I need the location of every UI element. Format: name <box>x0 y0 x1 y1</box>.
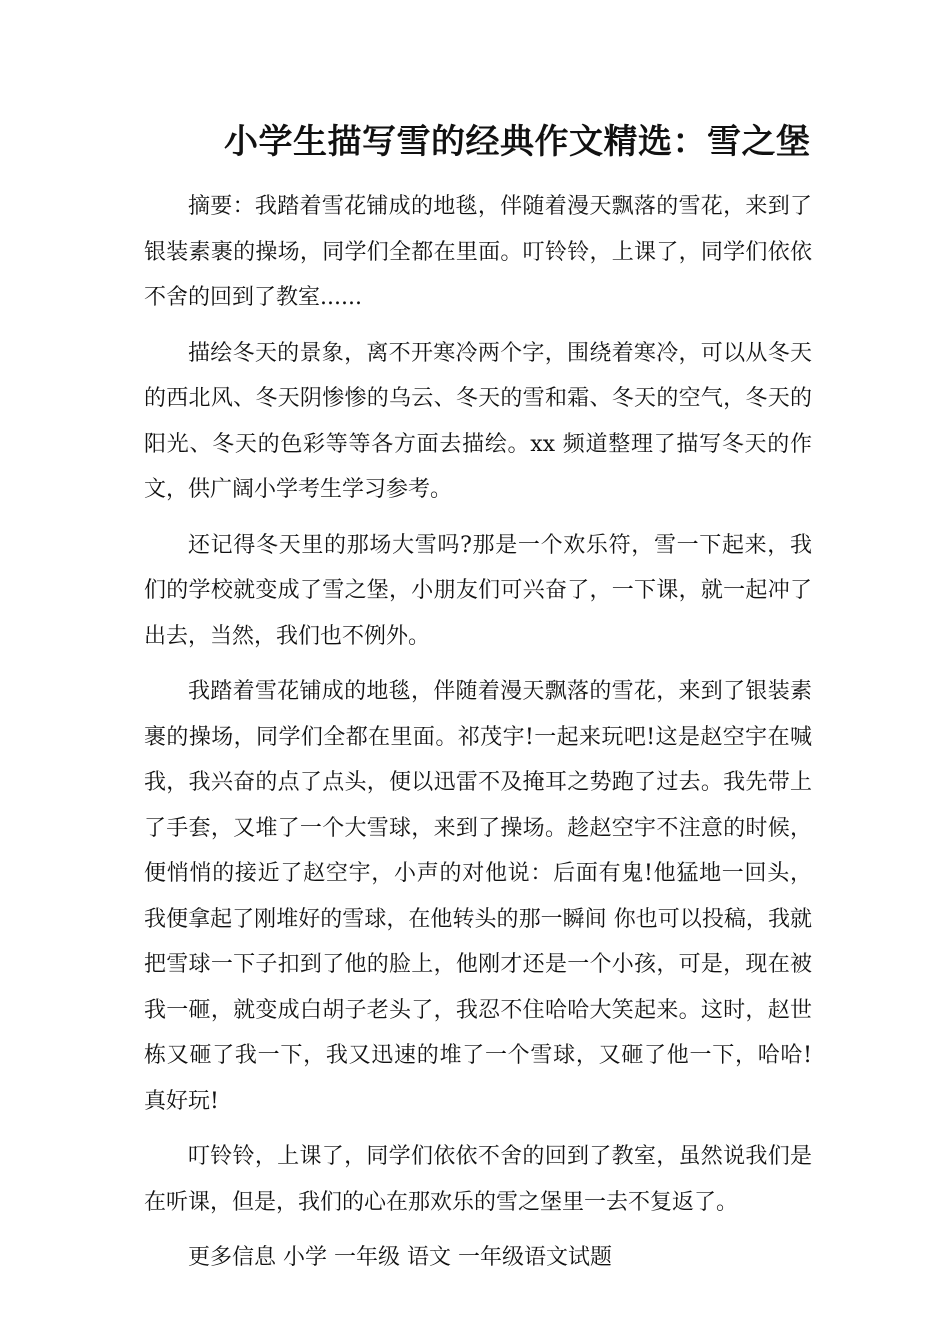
body-paragraph: 我踏着雪花铺成的地毯，伴随着漫天飘落的雪花，来到了银装素裹的操场，同学们全都在里面。祁茂宇!一起来玩吧!这是赵空宇在喊我，我兴奋的点了点头，便以迅雷不及掩耳之势跑了过去。我先带上了手套，又堆了一个大雪球，来到了操场。趁赵空宇不注意的时候，便悄悄的接近了赵空宇，小声的对他说：后面有鬼!他猛地一回头，我便拿起了刚堆好的雪球，在他转头的那一瞬间 你也可以投稿，我就把雪球一下子扣到了他的脸上，他刚才还是一个小孩，可是，现在被我一砸，就变成白胡子老头了，我忍不住哈哈大笑起来。这时，赵世栋又砸了我一下，我又迅速的堆了一个雪球，又砸了他一下，哈哈!真好玩! <box>144 679 812 1114</box>
body-paragraph: 叮铃铃，上课了，同学们依依不舍的回到了教室，虽然说我们是在听课，但是，我们的心在那欢乐的雪之堡里一去不复返了。 <box>144 1144 812 1215</box>
more-info-line: 更多信息 小学 一年级 语文 一年级语文试题 <box>188 1245 612 1270</box>
abstract-paragraph: 摘要：我踏着雪花铺成的地毯，伴随着漫天飘落的雪花，来到了银装素裹的操场，同学们全都在里面。叮铃铃，上课了，同学们依依不舍的回到了教室...... <box>144 194 812 310</box>
document-body <box>144 184 812 1281</box>
body-paragraph: 还记得冬天里的那场大雪吗?那是一个欢乐符，雪一下起来，我们的学校就变成了雪之堡，小朋友们可兴奋了，一下课，就一起冲了出去，当然，我们也不例外。 <box>144 532 812 649</box>
document-title: 小学生描写雪的经典作文精选：雪之堡 <box>224 122 811 162</box>
intro-paragraph: 描绘冬天的景象，离不开寒冷两个字，围绕着寒冷，可以从冬天的西北风、冬天阴惨惨的乌云、冬天的雪和霜、冬天的空气，冬天的阳光、冬天的色彩等等各方面去描绘。xx 频道整理了描写冬天的作文，供广阔小学考生学习参考。 <box>144 340 812 502</box>
